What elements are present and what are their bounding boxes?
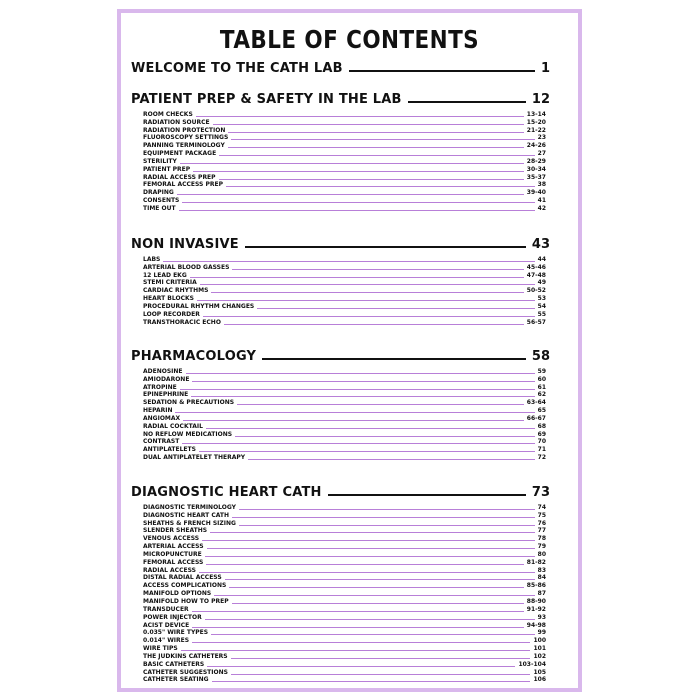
toc-entry[interactable] [143,279,546,287]
entry-leader-line [237,404,524,405]
entry-leader-line [183,420,524,421]
entry-leader-line [206,428,535,429]
toc-entry[interactable] [143,286,546,294]
entry-label: STERILITY [143,157,177,165]
entry-label: MANIFOLD HOW TO PREP [143,597,229,605]
entry-leader-line [248,459,535,460]
entry-page-number: 91-92 [526,605,546,613]
entry-label: STEMI CRITERIA [143,279,197,287]
entry-page-number: 77 [537,527,546,535]
entry-leader-line [180,163,524,164]
entry-label: CONSENTS [143,197,180,205]
entry-label: SHEATHS & FRENCH SIZING [143,519,236,527]
entry-page-number: 23 [537,134,546,142]
toc-entry[interactable] [143,110,546,118]
toc-entry[interactable] [143,255,546,263]
entry-label: BASIC CATHETERS [143,660,205,668]
entry-label: DIAGNOSTIC TERMINOLOGY [143,503,237,511]
entry-leader-line [191,396,534,397]
entry-page-number: 100 [533,637,546,645]
toc-entry[interactable] [143,629,546,637]
entry-label: ROOM CHECKS [143,110,193,118]
entry-leader-line [257,308,534,309]
entry-leader-line [206,564,523,565]
entry-leader-line [179,210,535,211]
entry-page-number: 44 [537,255,546,263]
toc-entry[interactable] [143,613,546,621]
entry-leader-line [199,572,535,573]
entry-leader-line [163,261,534,262]
entry-leader-line [202,540,535,541]
toc-entry[interactable] [143,118,546,126]
entry-label: 0.035" WIRE TYPES [143,629,209,637]
entry-page-number: 70 [537,438,546,446]
entry-page-number: 71 [537,446,546,454]
entry-page-number: 21-22 [526,126,546,134]
toc-entry[interactable] [143,581,546,589]
toc-entry[interactable] [143,660,546,668]
entry-label: CATHETER SEATING [143,676,209,684]
toc-entry[interactable] [143,519,546,527]
entry-label: FLUOROSCOPY SETTINGS [143,134,229,142]
section-title: NON INVASIVE [131,237,239,252]
entry-leader-line [219,179,524,180]
entry-page-number: 41 [537,197,546,205]
entry-page-number: 69 [537,430,546,438]
section-header[interactable] [131,346,550,364]
toc-entry[interactable] [143,181,546,189]
entry-list [143,110,546,212]
entry-page-number: 49 [537,279,546,287]
toc-entry[interactable] [143,375,546,383]
entry-label: MICROPUNCTURE [143,550,202,558]
entry-label: PATIENT PREP [143,165,191,173]
entry-leader-line [192,611,524,612]
entry-label: EQUIPMENT PACKAGE [143,150,217,158]
entry-leader-line [207,548,535,549]
entry-page-number: 84 [537,574,546,582]
toc-entry[interactable] [143,445,546,453]
toc-entry[interactable] [143,503,546,511]
entry-leader-line [190,277,524,278]
entry-leader-line [228,132,523,133]
entry-label: RADIATION SOURCE [143,118,210,126]
toc-entry[interactable] [143,414,546,422]
entry-leader-line [192,381,534,382]
entry-label: HEART BLOCKS [143,295,194,303]
entry-leader-line [229,587,524,588]
entry-page-number: 88-90 [526,597,546,605]
entry-label: VENOUS ACCESS [143,535,200,543]
entry-leader-line [231,674,531,675]
entry-label: TIME OUT [143,204,176,212]
leader-line [328,494,526,496]
section-page-number: 1 [540,61,550,76]
entry-label: MANIFOLD OPTIONS [143,590,212,598]
entry-label: ANTIPLATELETS [143,446,196,454]
toc-entry[interactable] [143,527,546,535]
section-page-number: 12 [531,92,550,107]
entry-label: RADIAL ACCESS [143,566,196,574]
entry-leader-line [182,443,534,444]
toc-entry[interactable] [143,534,546,542]
entry-leader-line [232,269,523,270]
toc-entry[interactable] [143,558,546,566]
entry-page-number: 105 [533,668,546,676]
entry-list [143,367,546,461]
entry-label: NO REFLOW MEDICATIONS [143,430,233,438]
entry-label: FEMORAL ACCESS [143,558,204,566]
section-title: PATIENT PREP & SAFETY IN THE LAB [131,92,402,107]
toc-entry[interactable] [143,406,546,414]
toc-entry[interactable] [143,438,546,446]
toc-entry[interactable] [143,652,546,660]
entry-page-number: 101 [533,645,546,653]
entry-leader-line [199,451,535,452]
entry-page-number: 93 [537,613,546,621]
entry-label: POWER INJECTOR [143,613,202,621]
entry-page-number: 103-104 [518,660,546,668]
entry-label: 0.014" WIRES [143,637,190,645]
entry-page-number: 54 [537,302,546,310]
entry-label: RADIAL ACCESS PREP [143,173,216,181]
toc-entry[interactable] [143,157,546,165]
entry-page-number: 60 [537,375,546,383]
entry-page-number: 76 [537,519,546,527]
entry-page-number: 53 [537,295,546,303]
entry-page-number: 106 [533,676,546,684]
section-page-number: 73 [531,485,550,500]
entry-page-number: 83 [537,566,546,574]
entry-leader-line [192,642,530,643]
entry-leader-line [228,147,524,148]
entry-list [143,503,546,683]
entry-leader-line [219,155,534,156]
entry-label: CATHETER SUGGESTIONS [143,668,228,676]
toc-entry[interactable] [143,196,546,204]
toc-entry[interactable] [143,398,546,406]
toc-entry[interactable] [143,263,546,271]
page-title: TABLE OF CONTENTS [219,25,480,54]
toc-entry[interactable] [143,173,546,181]
entry-leader-line [192,627,524,628]
section-title: PHARMACOLOGY [131,349,257,364]
entry-label: ANGIOMAX [143,414,181,422]
toc-entry[interactable] [143,668,546,676]
entry-label: SEDATION & PRECAUTIONS [143,399,235,407]
entry-page-number: 74 [537,503,546,511]
entry-page-number: 47-48 [526,271,546,279]
entry-label: LABS [143,255,161,263]
entry-label: RADIATION PROTECTION [143,126,226,134]
entry-label: HEPARIN [143,407,173,415]
entry-leader-line [186,373,535,374]
entry-page-number: 59 [537,367,546,375]
entry-leader-line [212,681,531,682]
entry-leader-line [180,389,535,390]
entry-label: ARTERIAL BLOOD GASSES [143,263,230,271]
entry-label: CARDIAC RHYTHMS [143,287,209,295]
entry-page-number: 39-40 [526,189,546,197]
entry-page-number: 80 [537,550,546,558]
entry-leader-line [239,525,535,526]
toc-entry[interactable] [143,318,546,326]
toc-entry[interactable] [143,453,546,461]
toc-page [117,9,582,692]
entry-page-number: 94-98 [526,621,546,629]
entry-page-number: 99 [537,629,546,637]
entry-page-number: 66-67 [526,414,546,422]
toc-entry[interactable] [143,636,546,644]
toc-entry[interactable] [143,165,546,173]
toc-entry[interactable] [143,141,546,149]
entry-page-number: 28-29 [526,157,546,165]
section-header[interactable] [131,89,550,107]
entry-page-number: 61 [537,383,546,391]
section-header[interactable] [131,482,550,500]
entry-page-number: 56-57 [526,318,546,326]
toc-entry[interactable] [143,294,546,302]
entry-leader-line [203,316,535,317]
entry-leader-line [210,532,535,533]
toc-entry[interactable] [143,566,546,574]
entry-leader-line [226,186,535,187]
entry-label: RADIAL COCKTAIL [143,422,203,430]
entry-label: ACCESS COMPLICATIONS [143,582,227,590]
entry-page-number: 27 [537,150,546,158]
entry-label: PROCEDURAL RHYTHM CHANGES [143,302,255,310]
entry-page-number: 45-46 [526,263,546,271]
entry-page-number: 35-37 [526,173,546,181]
entry-leader-line [177,194,524,195]
section-title: DIAGNOSTIC HEART CATH [131,485,322,500]
entry-page-number: 38 [537,181,546,189]
entry-label: DUAL ANTIPLATELET THERAPY [143,454,246,462]
entry-label: ARTERIAL ACCESS [143,543,204,551]
section-header[interactable] [131,58,550,76]
entry-label: ADENOSINE [143,367,183,375]
leader-line [408,101,526,103]
entry-label: PANNING TERMINOLOGY [143,142,225,150]
entry-leader-line [231,139,534,140]
entry-page-number: 72 [537,454,546,462]
entry-leader-line [200,284,535,285]
entry-label: DISTAL RADIAL ACCESS [143,574,222,582]
entry-label: 12 LEAD EKG [143,271,187,279]
toc-entry[interactable] [143,574,546,582]
section-header[interactable] [131,234,550,252]
toc-entry[interactable] [143,310,546,318]
entry-page-number: 13-14 [526,110,546,118]
entry-page-number: 102 [533,652,546,660]
entry-list [143,255,546,326]
entry-leader-line [231,658,531,659]
toc-entry[interactable] [143,383,546,391]
toc-entry[interactable] [143,676,546,684]
toc-entry[interactable] [143,149,546,157]
entry-page-number: 24-26 [526,142,546,150]
toc-entry[interactable] [143,367,546,375]
entry-page-number: 87 [537,590,546,598]
entry-label: TRANSDUCER [143,605,189,613]
toc-entry[interactable] [143,126,546,134]
entry-label: LOOP RECORDER [143,310,200,318]
entry-label: FEMORAL ACCESS PREP [143,181,223,189]
entry-leader-line [214,595,534,596]
toc-entry[interactable] [143,621,546,629]
toc-entry[interactable] [143,550,546,558]
toc-entry[interactable] [143,511,546,519]
entry-leader-line [211,634,535,635]
entry-page-number: 78 [537,535,546,543]
entry-label: DRAPING [143,189,174,197]
toc-entry[interactable] [143,391,546,399]
entry-leader-line [182,202,534,203]
entry-label: EPINEPHRINE [143,391,189,399]
entry-leader-line [175,412,534,413]
entry-label: ACIST DEVICE [143,621,190,629]
entry-leader-line [197,300,535,301]
entry-leader-line [207,666,515,667]
toc-entry[interactable] [143,597,546,605]
toc-entry[interactable] [143,542,546,550]
entry-page-number: 30-34 [526,165,546,173]
entry-leader-line [205,556,535,557]
entry-label: CONTRAST [143,438,180,446]
entry-label: TRANSTHORACIC ECHO [143,318,221,326]
entry-page-number: 63-64 [526,399,546,407]
entry-page-number: 42 [537,204,546,212]
toc-entry[interactable] [143,589,546,597]
leader-line [262,358,526,360]
entry-label: THE JUDKINS CATHETERS [143,652,228,660]
toc-entry[interactable] [143,422,546,430]
entry-page-number: 15-20 [526,118,546,126]
entry-page-number: 79 [537,543,546,551]
entry-leader-line [232,603,524,604]
entry-page-number: 68 [537,422,546,430]
toc-entry[interactable] [143,605,546,613]
entry-page-number: 50-52 [526,287,546,295]
toc-entry[interactable] [143,302,546,310]
entry-leader-line [232,517,535,518]
leader-line [245,246,526,248]
leader-line [349,70,535,72]
entry-label: ATROPINE [143,383,177,391]
entry-leader-line [235,436,535,437]
toc-entry[interactable] [143,430,546,438]
toc-entry[interactable] [143,204,546,212]
entry-page-number: 81-82 [526,558,546,566]
entry-leader-line [224,324,524,325]
toc-entry[interactable] [143,188,546,196]
entry-label: AMIODARONE [143,375,190,383]
section-title: WELCOME TO THE CATH LAB [131,61,343,76]
entry-page-number: 62 [537,391,546,399]
entry-leader-line [225,579,535,580]
section-page-number: 43 [531,237,550,252]
entry-page-number: 85-86 [526,582,546,590]
entry-leader-line [205,619,535,620]
entry-leader-line [239,509,535,510]
section-page-number: 58 [531,349,550,364]
entry-page-number: 75 [537,511,546,519]
entry-label: DIAGNOSTIC HEART CATH [143,511,230,519]
entry-leader-line [181,650,531,651]
entry-leader-line [193,171,524,172]
toc-entry[interactable] [143,271,546,279]
entry-label: SLENDER SHEATHS [143,527,208,535]
entry-page-number: 65 [537,407,546,415]
toc-entry[interactable] [143,644,546,652]
entry-leader-line [196,116,524,117]
toc-entry[interactable] [143,134,546,142]
entry-label: WIRE TIPS [143,645,178,653]
entry-leader-line [213,124,524,125]
entry-page-number: 55 [537,310,546,318]
entry-leader-line [211,292,523,293]
